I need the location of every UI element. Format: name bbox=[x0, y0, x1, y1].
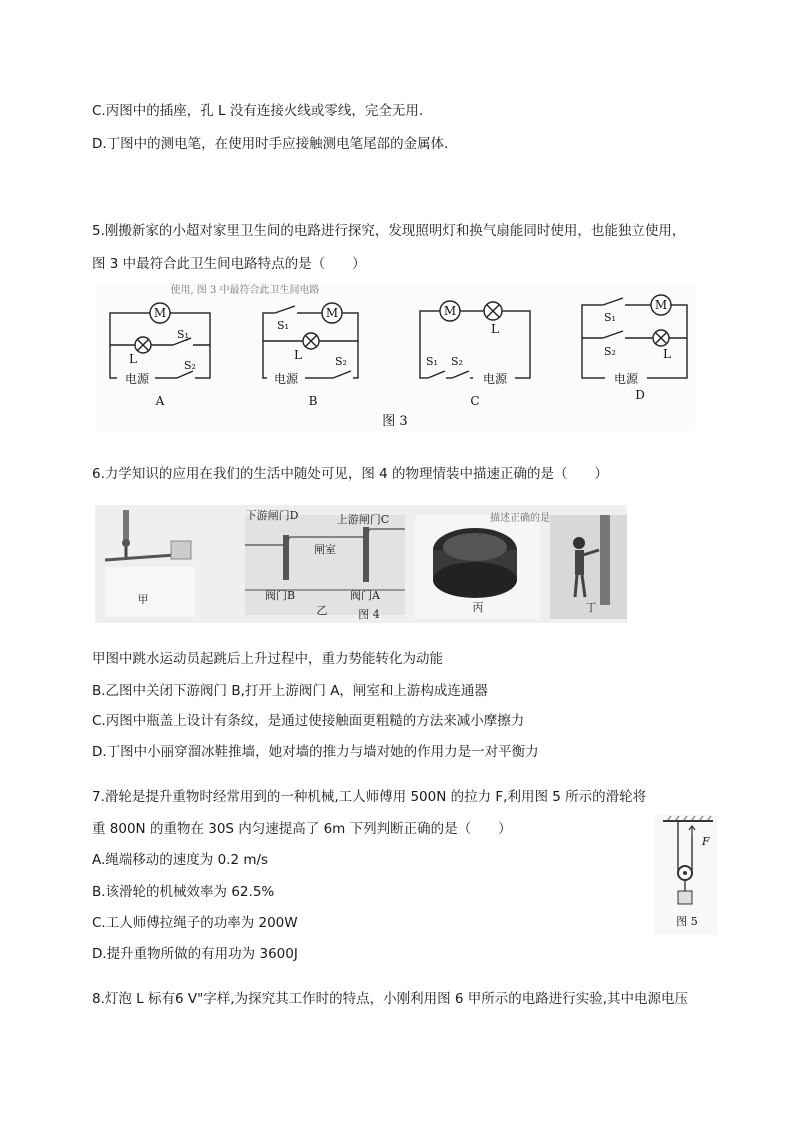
fig3-d-lamp: L bbox=[663, 347, 671, 361]
q7-option-c: C.工人师傅拉绳子的功率为 200W bbox=[92, 915, 298, 931]
fig3-c-lamp: L bbox=[491, 322, 499, 336]
fig3-caption: 图 3 bbox=[382, 414, 408, 429]
fig3-a-motor: M bbox=[153, 306, 167, 320]
fig3-d-motor: M bbox=[654, 298, 668, 312]
q4-option-d: D.丁图中的测电笔，在使用时手应接触测电笔尾部的金属体. bbox=[92, 136, 449, 152]
q7-option-b: B.该滑轮的机械效率为 62.5% bbox=[92, 884, 275, 900]
fig4-label-bing: 丙 bbox=[472, 601, 484, 614]
fig3-d-s1: S₁ bbox=[604, 311, 616, 324]
fig3-label-d: D bbox=[635, 388, 645, 402]
q4-option-c: C.丙图中的插座，孔 L 没有连接火线或零线，完全无用. bbox=[92, 103, 424, 119]
q6-option-c: C.丙图中瓶盖上设计有条纹，是通过使接触面更粗糙的方法来减小摩擦力 bbox=[92, 713, 525, 729]
fig4-gate-c: 上游闸门C bbox=[336, 513, 390, 526]
fig3-a-s1: S₁ bbox=[177, 328, 189, 341]
fig4-label-jia: 甲 bbox=[137, 593, 149, 606]
fig3-label-c: C bbox=[470, 394, 480, 408]
fig3-scan-fragment: 使用, 图 3 中最符合此卫生间电路 bbox=[170, 285, 320, 296]
fig3-a-lamp: L bbox=[129, 352, 137, 366]
fig4-valve-b: 阀门B bbox=[264, 589, 296, 602]
fig4-gate-d: 下游闸门D bbox=[245, 509, 299, 522]
fig3-d-s2: S₂ bbox=[604, 345, 616, 358]
fig4-valve-a: 阀门A bbox=[350, 589, 380, 602]
q6-option-d: D.丁图中小丽穿溜冰鞋推墙，她对墙的推力与墙对她的作用力是一对平衡力 bbox=[92, 744, 539, 760]
fig5-force-label: F bbox=[702, 835, 710, 848]
fig3-b-s1: S₁ bbox=[277, 319, 289, 332]
q5-stem-line1: 5.刚搬新家的小超对家里卫生间的电路进行探究，发现照明灯和换气扇能同时使用，也能独立使用， bbox=[92, 223, 686, 239]
figure-3-circuits bbox=[95, 283, 695, 431]
fig4-label-yi: 乙 bbox=[316, 604, 328, 617]
fig3-label-b: B bbox=[308, 394, 318, 408]
q5-stem-line2: 图 3 中最符合此卫生间电路特点的是（ ） bbox=[92, 256, 366, 272]
fig3-c-source: 电源 bbox=[482, 372, 508, 386]
q8-stem: 8.灯泡 L 标有6 V"字样,为探究其工作时的特点，小刚利用图 6 甲所示的电路进行实验,其中电源电压 bbox=[92, 991, 689, 1007]
q6-stem: 6.力学知识的应用在我们的生活中随处可见，图 4 的物理情装中描速正确的是（ ） bbox=[92, 466, 609, 482]
fig3-b-motor: M bbox=[325, 306, 339, 320]
fig3-a-s2: S₂ bbox=[184, 359, 196, 372]
fig3-d-source: 电源 bbox=[613, 372, 639, 386]
fig3-b-source: 电源 bbox=[273, 372, 299, 386]
q7-stem-line1: 7.滑轮是提升重物时经常用到的一种机械,工人师傅用 500N 的拉力 F,利用图 5 所示的滑轮将 bbox=[92, 789, 647, 805]
fig4-scan-fragment: 描述正确的是 bbox=[490, 513, 550, 524]
fig3-b-s2: S₂ bbox=[335, 355, 347, 368]
fig3-label-a: A bbox=[155, 394, 165, 408]
fig5-caption: 图 5 bbox=[676, 915, 698, 928]
figure-5-pulley bbox=[655, 815, 717, 935]
q6-option-b: B.乙图中关闭下游阀门 B,打开上游阀门 A，闸室和上游构成连通器 bbox=[92, 683, 488, 699]
q7-option-a: A.绳端移动的速度为 0.2 m/s bbox=[92, 852, 269, 868]
fig3-c-motor: M bbox=[443, 304, 457, 318]
fig3-c-s2: S₂ bbox=[451, 355, 463, 368]
q6-option-a: 甲图中跳水运动员起跳后上升过程中，重力势能转化为动能 bbox=[92, 651, 443, 667]
q7-option-d: D.提升重物所做的有用功为 3600J bbox=[92, 946, 298, 962]
q7-stem-line2: 重 800N 的重物在 30S 内匀速提高了 6m 下列判断正确的是（ ） bbox=[92, 821, 512, 837]
fig3-a-source: 电源 bbox=[124, 372, 150, 386]
fig3-b-lamp: L bbox=[294, 348, 302, 362]
figure-4-scenes bbox=[95, 505, 627, 623]
fig4-label-ding: 丁 bbox=[585, 601, 597, 614]
fig3-c-s1: S₁ bbox=[426, 355, 438, 368]
fig4-chamber: 闸室 bbox=[314, 543, 336, 556]
fig4-caption: 图 4 bbox=[358, 608, 380, 621]
